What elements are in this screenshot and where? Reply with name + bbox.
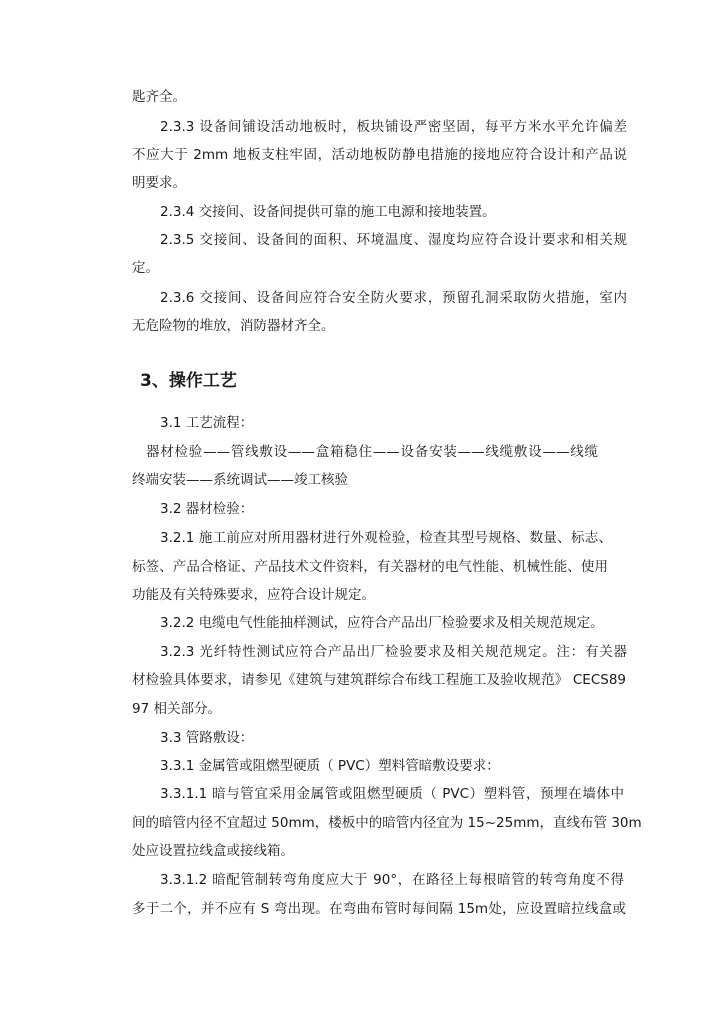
paragraph-line: 功能及有关特殊要求，应符合设计规定。	[132, 587, 375, 603]
paragraph-line: 无危险物的堆放，消防器材齐全。	[132, 318, 335, 334]
paragraph-line: 定。	[132, 260, 159, 276]
paragraph-line: 不应大于 2mm 地板支柱牢固，活动地板防静电措施的接地应符合设计和产品说	[132, 147, 627, 163]
paragraph-line: 3.1 工艺流程：	[160, 415, 254, 431]
paragraph-line: 2.3.5 交接间、设备间的面积、环境温度、湿度均应符合设计要求和相关规	[160, 232, 627, 248]
paragraph-line: 终端安装——系统调试——竣工核验	[132, 472, 348, 488]
paragraph-line: 3.3.1.2 暗配管制转弯角度应大于 90°，在路径上每根暗管的转弯角度不得	[160, 872, 624, 888]
paragraph-line: 处应设置拉线盒或接线箱。	[132, 843, 294, 859]
paragraph-line: 3.2 器材检验：	[160, 501, 254, 517]
paragraph-line: 多于二个，并不应有 S 弯出现。在弯曲布管时每间隔 15m处，应设置暗拉线盒或	[132, 901, 626, 917]
paragraph-line: 标签、产品合格证、产品技术文件资料，有关器材的电气性能、机械性能、使用	[132, 559, 608, 575]
paragraph-line: 3.2.2 电缆电气性能抽样测试，应符合产品出厂检验要求及相关规范规定。	[160, 615, 604, 631]
paragraph-line: 材检验具体要求，请参见《建筑与建筑群综合布线工程施工及验收规范》 CECS89	[132, 672, 626, 688]
paragraph-line: 3.3.1.1 暗与管宜采用金属管或阻燃型硬质（ PVC）塑料管，预埋在墙体中	[160, 786, 624, 802]
paragraph-line: 器材检验——管线敷设——盒箱稳住——设备安装——线缆敷设——线缆	[146, 444, 598, 460]
paragraph-line: 3.3.1 金属管或阻燃型硬质（ PVC）塑料管暗敷设要求：	[160, 758, 500, 774]
paragraph-line: 明要求。	[132, 175, 186, 191]
paragraph-line: 3.2.1 施工前应对所用器材进行外观检验，检查其型号规格、数量、标志、	[160, 530, 612, 546]
section-heading: 3、操作工艺	[140, 371, 237, 391]
paragraph-line: 2.3.3 设备间铺设活动地板时，板块铺设严密坚固，每平方米水平允许偏差	[160, 119, 627, 135]
paragraph-line: 3.3 管路敷设：	[160, 730, 254, 746]
paragraph-line: 2.3.6 交接间、设备间应符合安全防火要求，预留孔洞采取防火措施，室内	[160, 290, 627, 306]
paragraph-line: 3.2.3 光纤特性测试应符合产品出厂检验要求及相关规范规定。注：有关器	[160, 644, 627, 660]
paragraph-line: 2.3.4 交接间、设备间提供可靠的施工电源和接地装置。	[160, 204, 496, 220]
paragraph-line: 间的暗管内径不宜超过 50mm，楼板中的暗管内径宜为 15~25mm，直线布管 30m	[132, 815, 642, 831]
paragraph-line: 97 相关部分。	[132, 701, 221, 717]
paragraph-line: 匙齐全。	[132, 89, 186, 105]
